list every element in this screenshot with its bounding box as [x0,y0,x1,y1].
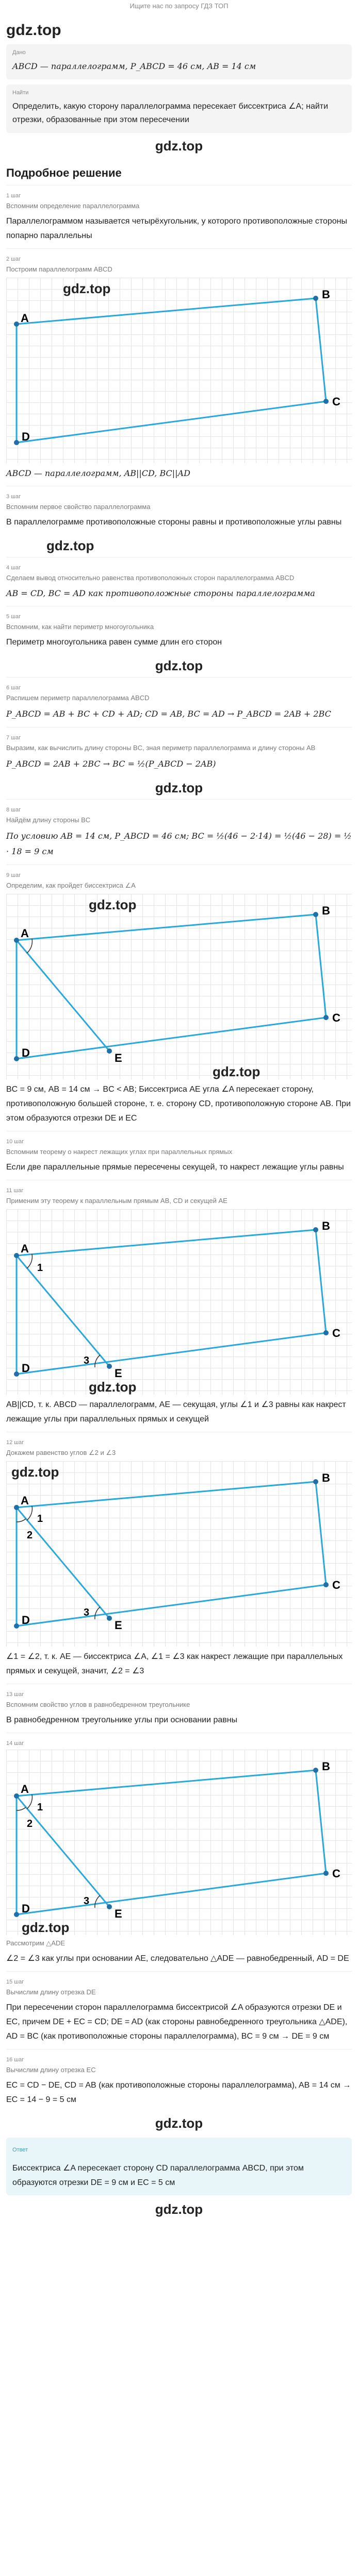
step-1 [6,185,352,248]
angle-1-arc [27,1794,32,1809]
angle-2-arc [17,1807,26,1810]
bisector-ae [17,1256,109,1366]
parallelogram-shape [17,1482,326,1626]
point-e [107,1904,112,1909]
step-5 [6,606,352,655]
watermark: gdz.top [89,897,137,912]
point-a [14,1253,19,1258]
step-subtitle: Вспомним определение параллелограмма [6,202,140,210]
parallelogram-shape [17,914,326,1059]
figure-isosceles [6,1750,352,1935]
watermark: gdz.top [89,1379,137,1395]
watermark: gdz.top [213,1064,261,1079]
watermark: gdz.top [155,658,203,673]
label-d: D [22,1046,30,1059]
step-body: EC = CD − DE, CD = AB (как противоположные стороны параллелограмма), AB = 14 см → EC = 14 − 9 = 5 см [6,2081,351,2104]
point-d [14,1623,19,1629]
bisector-svg [6,894,352,1079]
watermark: gdz.top [155,2201,203,2217]
step-6 [6,677,352,727]
watermark: gdz.top [22,1920,70,1935]
step-label: 9 шаг [6,872,21,878]
point-c [323,1582,329,1587]
step-subtitle: Вычислим длину отрезка DE [6,1988,96,1996]
brand-logo[interactable]: gdz.top [6,22,61,39]
bisector-ae [17,1796,109,1907]
step-subtitle: Вспомним, как найти периметр многоугольника [6,623,154,631]
label-c: C [332,395,340,408]
step-label: 1 шаг [6,193,21,199]
label-b: B [322,904,330,917]
given-text: ABCD — параллелограмм, P_ABCD = 46 см, AB = 14 см [12,61,256,71]
find-text: Определить, какую сторону параллелограмма пересекает биссектриса ∠A; найти отрезки, образованные при этом пересечении [12,102,329,124]
step-body: Если две параллельные прямые пересечены секущей, то накрест лежащие углы равны [6,1163,344,1172]
step-body: Периметр многоугольника равен сумме длин его сторон [6,638,222,647]
label-angle-1: 1 [37,1262,43,1274]
parallelogram-shape [17,298,326,443]
label-b: B [322,1471,330,1484]
label-angle-2: 2 [27,1530,33,1541]
given-card [6,44,352,79]
point-c [323,1330,329,1335]
figure-angles-1-3 [6,1209,352,1395]
point-c [323,1015,329,1020]
step-body: P_ABCD = AB + BC + CD + AD; CD = AB, BC = AD → P_ABCD = 2AB + 2BC [6,709,331,719]
step-subtitle: Вычислим длину отрезка EC [6,2066,96,2074]
step-label: 12 шаг [6,1439,24,1446]
angle-1-arc [27,1254,32,1268]
step-11 [6,1180,352,1432]
point-d [14,1056,19,1061]
step-9 [6,865,352,1131]
parallelogram-shape [17,1770,326,1914]
step-subtitle: Применим эту теорему к параллельным прямым AB, CD и секущей AE [6,1197,227,1205]
step-subtitle: Вспомним теорему о накрест лежащих углах при параллельных прямых [6,1148,233,1156]
label-c: C [332,1867,340,1880]
step-12 [6,1432,352,1684]
label-e: E [115,1619,122,1632]
point-a [14,321,19,327]
point-e [107,1364,112,1369]
label-a: A [21,1494,29,1507]
angle-3-arc [95,1355,100,1367]
watermark: gdz.top [155,780,203,795]
point-d [14,1371,19,1377]
angle-3-arc [95,1607,100,1619]
top-banner: Ищите нас по запросу ГДЗ ТОП [129,2,229,10]
watermark: gdz.top [155,138,203,154]
step-label: 2 шаг [6,256,21,262]
label-angle-1: 1 [37,1802,43,1813]
step-subtitle: Найдём длину стороны BC [6,816,91,824]
label-b: B [322,288,330,301]
find-label: Найти [12,90,29,96]
step-label: 14 шаг [6,1740,24,1747]
step-label: 11 шаг [6,1188,24,1194]
point-c [323,1871,329,1876]
watermark: gdz.top [63,281,111,296]
given-label: Дано [12,49,26,56]
angle-1-arc [27,1506,32,1520]
isosceles-svg [6,1750,352,1935]
step-body: ABCD — параллелограмм, AB||CD, BC||AD [6,468,190,478]
watermark: gdz.top [155,2115,203,2131]
point-d [14,1912,19,1917]
answer-card [6,2138,352,2195]
step-subtitle: Сделаем вывод относительно равенства противоположных сторон параллелограмма ABCD [6,574,295,582]
point-b [313,1768,318,1773]
step-label: 8 шаг [6,807,21,813]
label-b: B [322,1760,330,1773]
label-a: A [21,312,29,325]
step-label: 13 шаг [6,1691,24,1698]
point-b [313,1227,318,1232]
label-e: E [115,1907,122,1920]
step-subtitle: Вспомним первое свойство параллелограмма [6,503,151,511]
step-label: 6 шаг [6,685,21,691]
step-4 [6,557,352,606]
step-body: ∠2 = ∠3 как углы при основании AE, следовательно △ADE — равнобедренный, AD = DE [6,1954,349,1963]
step-body: P_ABCD = 2AB + 2BC → BC = ½(P_ABCD − 2AB) [6,759,216,769]
label-c: C [332,1327,340,1340]
label-d: D [22,1614,30,1626]
step-subtitle: Выразим, как вычислить длину стороны BC, зная периметр параллелограмма и длину стороны AB [6,744,316,752]
step-subtitle: Вспомним свойство углов в равнобедренном треугольнике [6,1701,190,1708]
step-body: BC = 9 см, AB = 14 см → BC < AB; Биссектриса AE угла ∠A пересекает сторону, противоположную большей стороне, т. е. сторону CD, противоположную стороне AB. При этом образуются отрезки DE и EC [6,1085,351,1123]
step-label: 5 шаг [6,614,21,620]
label-c: C [332,1579,340,1591]
step-body: При пересечении сторон параллелограмма биссектрисой ∠A образуются отрезки DE и EC, причем DE + EC = CD; DE = AD (как стороны равнобедренного треугольника △ADE), AD = BC (как противоположные стороны параллелограмма), BC = 9 см → DE = 9 см [6,2003,348,2041]
step-label: 4 шаг [6,565,21,571]
step-label: 15 шаг [6,1979,24,1985]
bisector-ae [17,940,109,1051]
step-body: В параллелограмме противоположные стороны равны и противоположные углы равны [6,518,342,527]
label-c: C [332,1011,340,1024]
step-14 [6,1733,352,1971]
point-d [14,440,19,445]
step-label: 16 шаг [6,2057,24,2063]
label-b: B [322,1219,330,1232]
bisector-ae [17,1507,109,1618]
step-3 [6,486,352,535]
point-b [313,1479,318,1484]
label-e: E [115,1052,122,1064]
step-2 [6,248,352,486]
step-label: 7 шаг [6,735,21,741]
step-8 [6,799,352,865]
label-a: A [21,1242,29,1255]
step-subtitle: Построим параллелограмм ABCD [6,265,112,273]
step-16 [6,2049,352,2112]
step-subtitle: Определим, как пройдет биссектриса ∠A [6,882,136,889]
solution-title: Подробное решение [6,166,122,179]
answer-text: Биссектриса ∠A пересекает сторону CD параллелограмма ABCD, при этом образуются отрезки DE = 9 см и EC = 5 см [12,2164,304,2187]
step-7 [6,727,352,777]
point-a [14,938,19,943]
label-d: D [22,430,30,443]
point-b [313,296,318,301]
label-d: D [22,1902,30,1915]
step-13 [6,1684,352,1733]
watermark: gdz.top [46,538,94,553]
step-subtitle: Докажем равенство углов ∠2 и ∠3 [6,1449,116,1456]
angles-1-2-3-svg [6,1461,352,1647]
point-a [14,1793,19,1799]
label-angle-1: 1 [37,1513,43,1524]
parallelogram-shape [17,1230,326,1374]
figure-angles-1-2-3 [6,1461,352,1647]
label-angle-3: 3 [84,1355,90,1366]
figure-bisector [6,894,352,1079]
step-body: Параллелограммом называется четырёхугольник, у которого противоположные стороны попарно параллельны [6,217,347,240]
step-body: По условию AB = 14 см, P_ABCD = 46 см; BC = ½(46 − 2·14) = ½(46 − 28) = ½ · 18 = 9 см [6,831,352,856]
label-d: D [22,1362,30,1375]
angle-3-arc [95,1895,100,1908]
label-angle-3: 3 [84,1607,90,1618]
watermark: gdz.top [11,1464,59,1480]
label-a: A [21,927,29,940]
step-subtitle: Рассмотрим △ADE [6,1939,66,1947]
angle-2-arc [17,1519,26,1522]
step-15 [6,1971,352,2049]
step-10 [6,1131,352,1180]
label-a: A [21,1783,29,1795]
step-body: AB||CD, т. к. ABCD — параллелограмм, AE — секущая, углы ∠1 и ∠3 равны как накрест лежащие углы при параллельных прямых и секущей [6,1400,346,1423]
label-e: E [115,1367,122,1380]
angles-1-3-svg [6,1209,352,1395]
label-angle-3: 3 [84,1895,90,1907]
point-e [107,1048,112,1054]
step-body: ∠1 = ∠2, т. к. AE — биссектриса ∠A, ∠1 = ∠3 как накрест лежащие при параллельных прямых и секущей, значит, ∠2 = ∠3 [6,1652,343,1675]
step-body: AB = CD, BC = AD как противоположные стороны параллелограмма [6,588,315,598]
point-c [323,399,329,404]
angle-arc [27,939,32,953]
step-subtitle: Распишем периметр параллелограмма ABCD [6,694,150,702]
step-body: В равнобедренном треугольнике углы при основании равны [6,1716,238,1724]
step-label: 3 шаг [6,494,21,500]
answer-label: Ответ [12,2147,28,2153]
find-card [6,84,352,133]
point-a [14,1505,19,1510]
figure-parallelogram [6,278,352,463]
step-label: 10 шаг [6,1139,24,1145]
point-e [107,1616,112,1621]
label-angle-2: 2 [27,1818,33,1829]
point-b [313,912,318,917]
parallelogram-svg [6,278,352,463]
